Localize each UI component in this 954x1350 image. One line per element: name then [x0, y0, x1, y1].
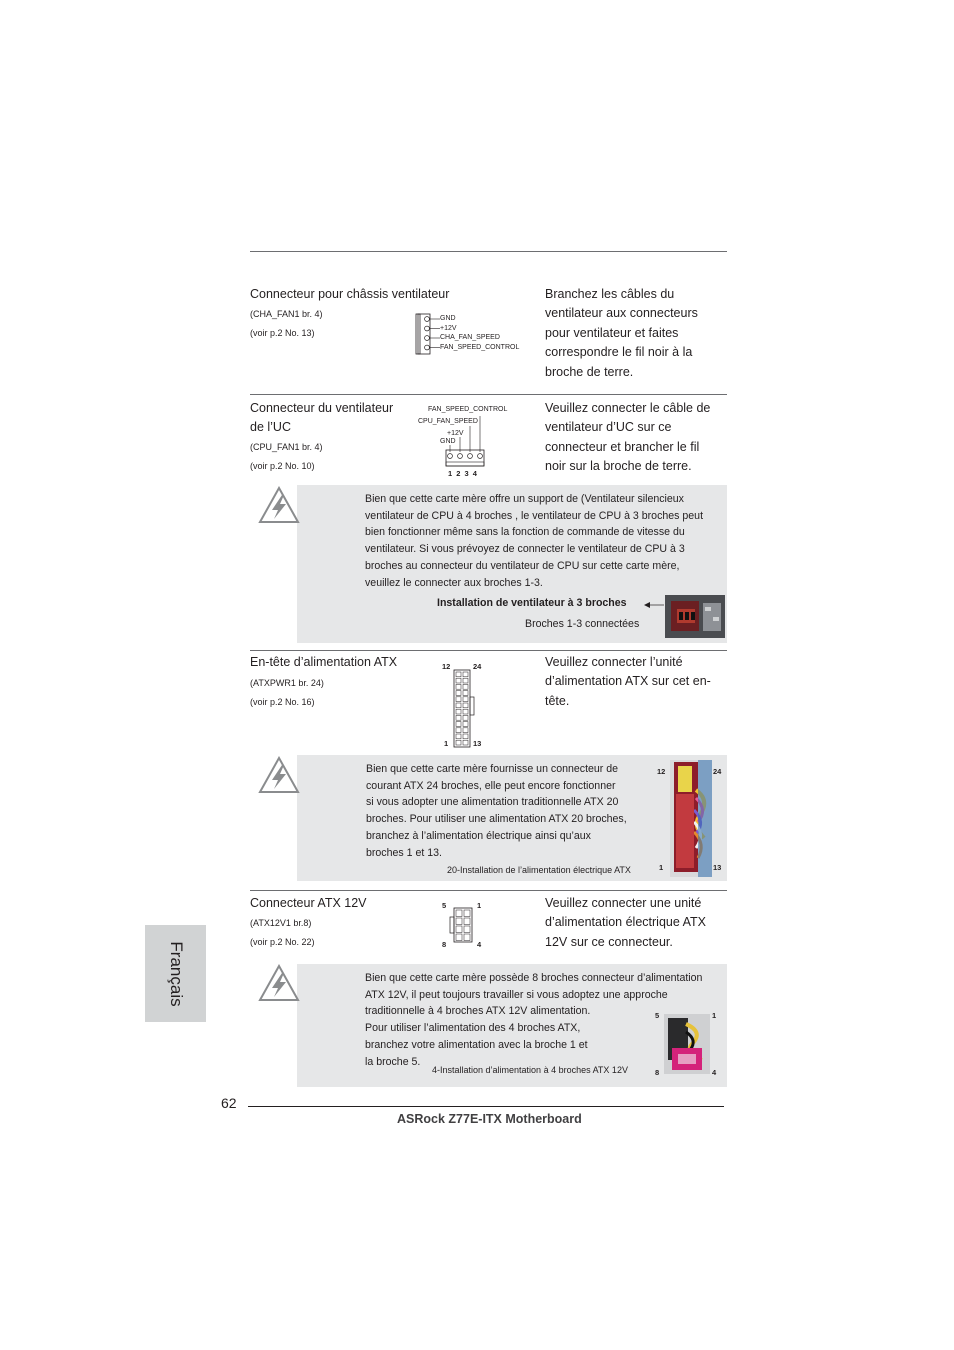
- atx-photo-pin-13: 13: [713, 863, 722, 872]
- cha-fan-sub1: (CHA_FAN1 br. 4): [250, 309, 323, 319]
- atx-pin-12: 12: [442, 662, 451, 671]
- atx12v-sub1: (ATX12V1 br.8): [250, 918, 312, 928]
- note-atx12v-caption: 4-Installation d’alimentation à 4 broches ATX 12V: [432, 1065, 628, 1075]
- note-line: Bien que cette carte mère possède 8 broches connecteur d’alimentation: [365, 972, 703, 984]
- atx-pin-13: 13: [473, 739, 482, 748]
- desc-line: connecteur et brancher le fil: [545, 439, 700, 454]
- note-line: Bien que cette carte mère fournisse un connecteur de: [366, 763, 619, 775]
- atx-pin-1: 1: [444, 739, 449, 748]
- section-rule: [250, 394, 727, 395]
- cha-fan-title: Connecteur pour châssis ventilateur: [250, 287, 450, 301]
- note-atx12v-text: [365, 970, 702, 1070]
- note-line: broches au connecteur du ventilateur de CPU sur cette carte mère,: [365, 559, 680, 572]
- atx-title: En-tête d’alimentation ATX: [250, 655, 398, 669]
- cpu-fan-pin-control: FAN_SPEED_CONTROL: [428, 406, 508, 413]
- section-rule: [250, 890, 727, 891]
- atx12v-install-photo: [664, 1014, 710, 1074]
- cha-fan-pin-gnd: GND: [440, 315, 456, 322]
- cha-fan-pin-12v: +12V: [440, 325, 457, 332]
- note-line: broches 1 et 13.: [366, 846, 442, 859]
- atx-photo-pin-12: 12: [657, 767, 666, 776]
- cha-fan-description: [545, 285, 698, 382]
- note-line: bien fonctionner même sans la fonction de commande de vitesse du: [365, 526, 685, 539]
- desc-line: 12V sur ce connecteur.: [545, 934, 673, 949]
- desc-line: pour ventilateur et faites: [545, 325, 679, 340]
- note-atx-caption: 20-Installation de l’alimentation électrique ATX: [447, 865, 631, 875]
- desc-line: noir sur la broche de terre.: [545, 459, 692, 474]
- note-line: branchez à l’alimentation électrique ainsi qu’aux: [366, 829, 591, 842]
- cpu-fan-title-line2: de l’UC: [250, 420, 291, 434]
- note-cpu-fan-caption: Broches 1-3 connectées: [525, 618, 640, 630]
- cpu-fan-description: [545, 399, 710, 477]
- note-line: Pour utiliser l’alimentation des 4 broches ATX,: [365, 1022, 581, 1035]
- desc-line: Branchez les câbles du: [545, 287, 675, 301]
- cpu-fan-title-line1: Connecteur du ventilateur: [250, 401, 394, 415]
- note-line: ATX 12V, il peut toujours travailler si vous adoptez une approche: [365, 988, 668, 1001]
- desc-line: Veuillez connecter une unité: [545, 896, 702, 910]
- note-line: ventilateur de CPU à 4 broches , le ventilateur de CPU à 3 broches peut: [365, 509, 704, 522]
- desc-line: tête.: [545, 693, 570, 708]
- desc-line: Veuillez connecter le câble de: [545, 401, 711, 415]
- note-line: la broche 5.: [365, 1055, 421, 1068]
- cha-fan-pin-speed: CHA_FAN_SPEED: [440, 334, 500, 341]
- cpu-fan-sub2: (voir p.2 No. 10): [250, 461, 315, 471]
- cpu-fan-sub1: (CPU_FAN1 br. 4): [250, 442, 323, 452]
- atx12v-description: [545, 894, 706, 952]
- cpu-fan-pin-numbers: 1 2 3 4: [448, 469, 477, 478]
- warning-icon: [258, 486, 300, 524]
- atx12v-pin-8: 8: [442, 940, 447, 949]
- atx-sub2: (voir p.2 No. 16): [250, 697, 315, 707]
- cha-fan-sub2: (voir p.2 No. 13): [250, 328, 315, 338]
- desc-line: ventilateur d’UC sur ce: [545, 420, 672, 435]
- desc-line: correspondre le fil noir à la: [545, 345, 693, 360]
- atx-photo-pin-1: 1: [659, 863, 664, 872]
- note-line: ventilateur. Si vous prévoyez de connecter le ventilateur de CPU à 3: [365, 543, 685, 556]
- atx-description: [545, 653, 711, 711]
- atx12v-photo-pin-5: 5: [655, 1011, 660, 1020]
- desc-line: d’alimentation électrique ATX: [545, 915, 706, 930]
- atx12v-connector-diagram: [448, 907, 476, 943]
- atx-install-photo: [670, 760, 712, 877]
- note-cpu-fan-text: [365, 491, 703, 591]
- atx12v-sub2: (voir p.2 No. 22): [250, 937, 315, 947]
- note-line: si vous adopter une alimentation traditionnelle ATX 20: [366, 796, 619, 809]
- cpu-fan-connector-diagram: [444, 412, 486, 468]
- desc-line: broche de terre.: [545, 364, 634, 379]
- page-number: 62: [221, 1095, 237, 1111]
- desc-line: ventilateur aux connecteurs: [545, 306, 698, 321]
- footer-product: ASRock Z77E-ITX Motherboard: [397, 1112, 582, 1126]
- note-cpu-fan-bold-caption: Installation de ventilateur à 3 broches: [437, 597, 627, 609]
- arrow-left-icon: [644, 600, 664, 610]
- atx12v-photo-pin-1: 1: [712, 1011, 717, 1020]
- note-line: broches. Pour utiliser une alimentation ATX 20 broches,: [366, 813, 627, 826]
- atx-sub1: (ATXPWR1 br. 24): [250, 678, 324, 688]
- language-side-tab: [145, 925, 206, 1022]
- section-rule: [250, 650, 727, 651]
- note-line: Bien que cette carte mère offre un support de (Ventilateur silencieux: [365, 493, 684, 505]
- atx12v-photo-pin-8: 8: [655, 1068, 660, 1077]
- cpu-fan-pin-speed: CPU_FAN_SPEED: [418, 418, 478, 425]
- note-line: branchez votre alimentation avec la broche 1 et: [365, 1038, 588, 1051]
- note-atx-text: [366, 761, 627, 861]
- note-line: traditionnelle à 4 broches ATX 12V alimentation.: [365, 1005, 591, 1018]
- cpu-fan-pin-12v: +12V: [447, 430, 464, 437]
- fan-install-photo: [665, 595, 725, 638]
- atx12v-pin-5: 5: [442, 901, 447, 910]
- atx12v-pin-4: 4: [477, 940, 482, 949]
- atx-photo-pin-24: 24: [713, 767, 722, 776]
- warning-icon: [258, 964, 300, 1002]
- atx12v-pin-1: 1: [477, 901, 482, 910]
- note-line: veuillez le connecter aux broches 1-3.: [365, 576, 543, 589]
- atx12v-photo-pin-4: 4: [712, 1068, 717, 1077]
- cpu-fan-pin-gnd: GND: [440, 438, 456, 445]
- top-rule: [250, 251, 727, 252]
- note-line: courant ATX 24 broches, elle peut encore fonctionner: [366, 779, 616, 792]
- desc-line: d’alimentation ATX sur cet en-: [545, 674, 711, 689]
- warning-icon: [258, 756, 300, 794]
- cha-fan-pin-control: FAN_SPEED_CONTROL: [440, 344, 520, 351]
- atx-pin-24: 24: [473, 662, 482, 671]
- atx-24pin-connector-diagram: [452, 669, 478, 749]
- atx12v-title: Connecteur ATX 12V: [250, 896, 367, 910]
- desc-line: Veuillez connecter l’unité: [545, 655, 683, 669]
- footer-rule: [248, 1106, 724, 1107]
- language-label: Français: [166, 940, 186, 1007]
